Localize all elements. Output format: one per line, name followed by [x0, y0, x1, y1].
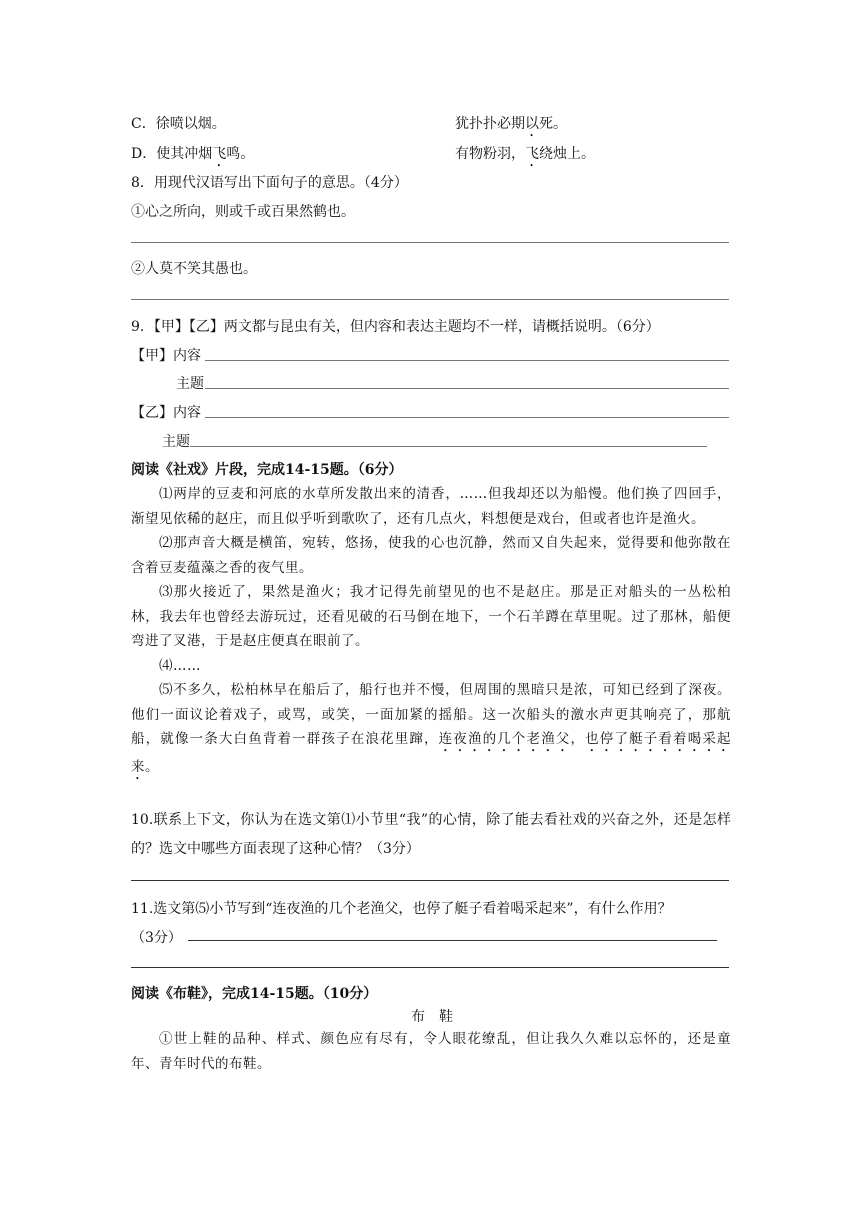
- shexi-p5-text-a: ⑸不多久，松柏林早在船后了，船行也并不慢，但周围的黑暗只是浓，可知已经到了深夜。他们一面议论着戏子，或骂，或笑，一面加紧的摇船。这一次船头的激水声更其响亮了，那航船，就像一条大白鱼背着一群孩子在浪花里蹿，: [131, 682, 731, 747]
- option-c-right: [455, 113, 567, 140]
- option-d-left-dotted: 飞: [212, 146, 227, 162]
- option-d-label: D．: [131, 146, 157, 162]
- q8-answer-line-2[interactable]: [131, 299, 729, 300]
- option-c-left: [131, 113, 226, 133]
- buxie-title: 布 鞋: [411, 1009, 453, 1025]
- q8-item-2: ②人莫不笑其愚也。: [131, 261, 257, 277]
- shexi-heading: 阅读《社戏》片段，完成14-15题。（6分）: [131, 462, 403, 478]
- q9-yi-theme-line[interactable]: [190, 446, 707, 447]
- q9-yi-content-line[interactable]: [205, 417, 729, 418]
- option-d-right: [455, 143, 595, 170]
- q11-prompt-line-1: 11.选文第⑸小节写到“连夜渔的几个老渔父，也停了艇子看着喝采起来”，有什么作用？: [131, 901, 672, 917]
- option-c-label: C．: [131, 116, 156, 132]
- option-d-right-text-a: 有物粉羽，: [455, 146, 525, 162]
- option-c-right-dotted: 以: [525, 116, 539, 132]
- q9-yi-content-label: 【乙】内容: [131, 405, 201, 421]
- q9-jia-theme-label: 主题: [176, 376, 204, 392]
- q9-jia-theme-line[interactable]: [205, 388, 729, 389]
- q11-prompt-line-2: （3分）: [131, 930, 182, 946]
- shexi-paragraph-2: ⑵那声音大概是横笛，宛转，悠扬，使我的心也沉静，然而又自失起来，觉得要和他弥散在含着豆麦蕴藻之香的夜气里。: [131, 535, 731, 576]
- shexi-p5-dotted: 连夜渔的几个老渔父，也停了艇子看着喝采起来: [131, 731, 732, 775]
- q9-yi-theme-label: 主题: [162, 434, 190, 450]
- q11-answer-line-1[interactable]: [188, 940, 717, 941]
- q8-answer-line-1[interactable]: [131, 242, 729, 243]
- shexi-paragraph-1: ⑴两岸的豆麦和河底的水草所发散出来的清香，……但我却还以为船慢。他们换了四回手，渐望见依稀的赵庄，而且似乎听到歌吹了，还有几点火，料想便是戏台，但或者也许是渔火。: [131, 486, 731, 527]
- shexi-paragraph-4: ⑷……: [159, 657, 201, 674]
- option-d-right-dotted: 飞: [525, 146, 539, 162]
- option-c-right-text-b: 死。: [539, 116, 567, 132]
- shexi-p5-text-b: 。: [145, 759, 159, 775]
- q9-jia-content-label: 【甲】内容: [131, 348, 201, 364]
- buxie-paragraph-1: ①世上鞋的品种、样式、颜色应有尽有，令人眼花缭乱，但让我久久难以忘怀的，还是童年、青年时代的布鞋。: [131, 1031, 731, 1072]
- option-d-left: [131, 143, 254, 170]
- option-d-left-text-a: 使其冲烟: [156, 146, 213, 162]
- q11-answer-line-2[interactable]: [131, 967, 729, 968]
- q8-item-1: ①心之所向，则或千或百果然鹤也。: [131, 204, 355, 220]
- option-c-left-text: 徐喷以烟。: [155, 116, 226, 132]
- q8-prompt: 8．用现代汉语写出下面句子的意思。（4分）: [131, 175, 408, 191]
- q10-answer-line[interactable]: [131, 880, 729, 881]
- q9-prompt: 9．【甲】【乙】两文都与昆虫有关，但内容和表达主题均不一样，请概括说明。（6分）: [131, 319, 660, 335]
- option-d-left-text-b: 鸣。: [226, 146, 255, 162]
- q10-prompt: 10.联系上下文，你认为在选文第⑴小节里“我”的心情，除了能去看社戏的兴奋之外，还是怎样的？选文中哪些方面表现了这种心情？（3分）: [131, 812, 731, 857]
- q9-jia-content-line[interactable]: [205, 360, 729, 361]
- buxie-passage: [131, 1027, 731, 1076]
- option-d-right-text-b: 绕烛上。: [539, 146, 595, 162]
- shexi-paragraph-3: ⑶那火接近了，果然是渔火；我才记得先前望见的也不是赵庄。那是正对船头的一丛松柏林，我去年也曾经去游玩过，还看见破的石马倒在地下，一个石羊蹲在草里呢。过了那林，船便弯进了叉港，于是赵庄便真在眼前了。: [131, 584, 731, 649]
- option-c-right-text-a: 犹扑扑必期: [455, 116, 525, 132]
- shexi-paragraph-5: [131, 678, 731, 783]
- shexi-passage: [131, 482, 731, 783]
- buxie-heading: 阅读《布鞋》，完成14-15题。（10分）: [131, 986, 378, 1002]
